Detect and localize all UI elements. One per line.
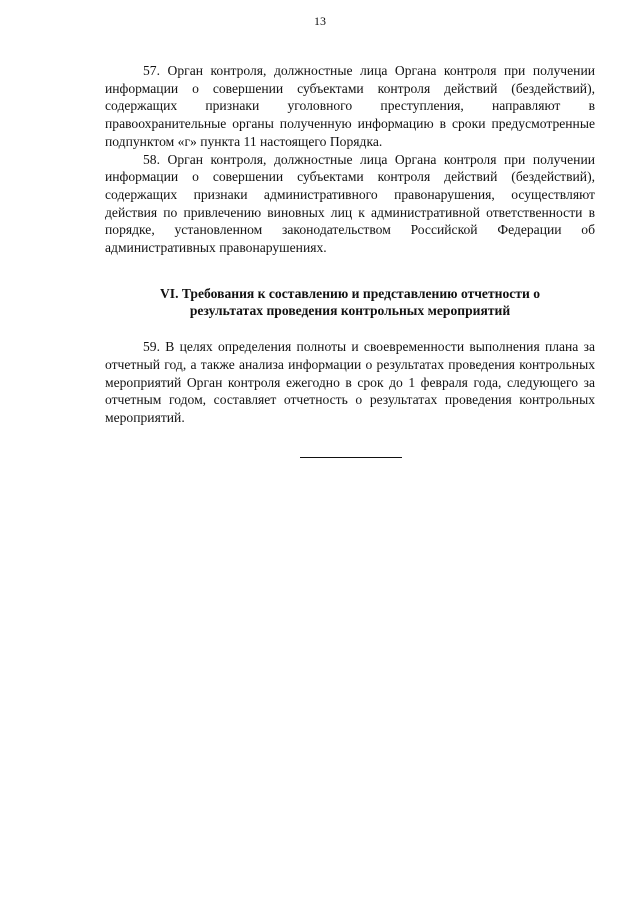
paragraph-57: 57. Орган контроля, должностные лица Органа контроля при получении информации о совершении субъектами контроля действий (бездействий), содержащих признаки уголовного преступления, направляют в правоохранительные органы полученную информацию в сроки предусмотренные подпунктом «г» пункта 11 настоящего Порядка. [105, 63, 595, 149]
section-heading [105, 285, 595, 320]
end-of-text-rule [300, 457, 402, 458]
paragraph-59: 59. В целях определения полноты и своевременности выполнения плана за отчетный год, а также анализа информации о результатах проведения контрольных мероприятий Орган контроля ежегодно в срок до 1 февраля года, следующего за отчетным годом, составляет отчетность о результатах проведения контрольных мероприятий. [105, 339, 595, 425]
document-body [105, 62, 595, 427]
page-number: 13 [314, 14, 326, 28]
section-heading-line-2: результатах проведения контрольных мероприятий [189, 303, 511, 319]
section-heading-line-1: VI. Требования к составлению и представлению отчетности о [159, 285, 541, 301]
paragraph-58: 58. Орган контроля, должностные лица Органа контроля при получении информации о совершении субъектами контроля действий (бездействий), содержащих признаки административного правонарушения, осуществляют действия по привлечению виновных лиц к административной ответственности в порядке, установленном законодательством Российской Федерации об административных правонарушениях. [105, 151, 595, 256]
